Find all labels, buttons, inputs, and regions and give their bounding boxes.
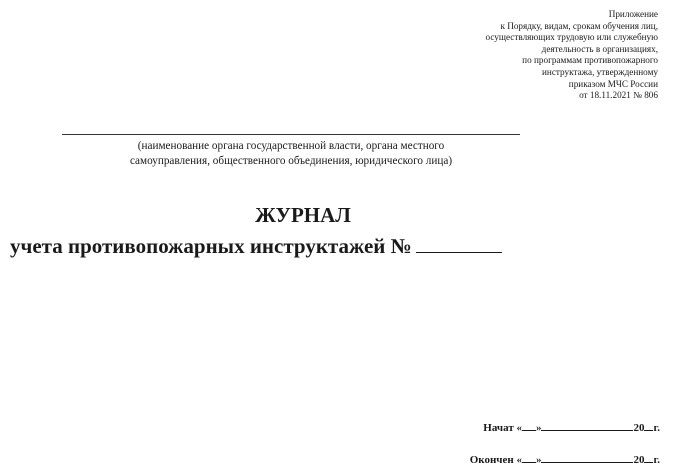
journal-title: ЖУРНАЛ [255, 203, 351, 227]
year-blank [644, 419, 653, 431]
appendix-line: приказом МЧС России [568, 78, 658, 89]
journal-subtitle-text: учета противопожарных инструктажей № [10, 234, 412, 258]
appendix-line: деятельность в организациях, [541, 43, 658, 54]
open-quote: « [516, 422, 522, 434]
appendix-line: от 18.11.2021 № 806 [579, 90, 658, 101]
month-blank [541, 419, 633, 431]
journal-number-blank [416, 233, 502, 253]
open-quote: « [516, 454, 522, 466]
year-suffix: г. [653, 422, 660, 434]
organization-name-blank [62, 134, 520, 135]
appendix-line: инструктажа, утвержденному [542, 66, 658, 77]
organization-caption-line: самоуправления, общественного объединения, юридического лица) [129, 154, 453, 167]
appendix-line: к Порядку, видам, срокам обучения лиц, [500, 20, 658, 31]
organization-caption [62, 139, 520, 168]
appendix-line: осуществляющих трудовую или служебную [485, 32, 658, 43]
close-quote: » [535, 454, 542, 466]
day-blank [522, 419, 536, 431]
start-date-row [483, 419, 660, 434]
organization-caption-line: (наименование органа государственной власти, органа местного [137, 140, 445, 152]
month-blank [541, 451, 633, 463]
appendix-line: по программам противопожарного [522, 55, 658, 66]
end-date-label: Окончен [469, 454, 514, 466]
start-date-label: Начат [483, 422, 514, 434]
appendix-block [428, 9, 658, 102]
end-date-row [470, 451, 660, 466]
appendix-line: Приложение [608, 9, 658, 19]
close-quote: » [535, 422, 542, 434]
journal-subtitle [10, 233, 610, 259]
year-blank [644, 451, 653, 463]
year-suffix: г. [653, 454, 660, 466]
day-blank [522, 451, 536, 463]
year-prefix: 20 [633, 422, 645, 434]
year-prefix: 20 [633, 454, 645, 466]
